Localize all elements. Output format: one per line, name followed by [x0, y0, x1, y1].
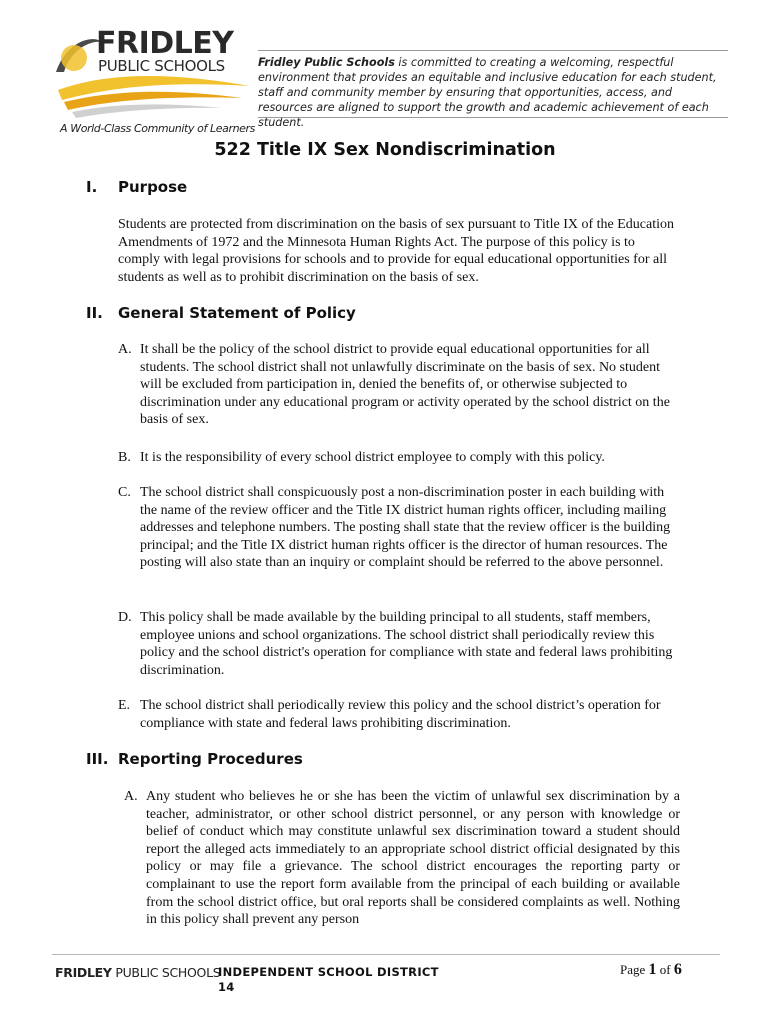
policy-item-b	[118, 449, 678, 467]
page-total: 6	[673, 961, 682, 978]
item-label: E.	[118, 698, 131, 713]
item-text: The school district shall conspicuously post a non-discrimination poster in each building with the name of the review officer and the Title IX district human rights officer, including mailing addresses and telephone numbers. The posting shall state that the review officer is the building principal; and the Title IX district human rights officer is the director of human resources. The posting will also state than an inquiry or complaint should be referred to the above personnel.	[140, 485, 671, 571]
section-heading-purpose	[86, 178, 187, 196]
logo-wordmark: FRIDLEY	[96, 26, 234, 61]
policy-item-c	[118, 484, 678, 572]
item-text: This policy shall be made available by the building principal to all students, staff members, employee unions and school organizations. The school district shall periodically review this policy and the school district's operation for compliance with state and federal laws prohibiting discrimination.	[140, 610, 673, 678]
footer-district-line2: 14	[218, 980, 235, 994]
item-text: It shall be the policy of the school district to provide equal educational opportunities for all students. The school district shall not unlawfully discriminate on the basis of sex. No student will be excluded from participation in, denied the benefits of, or otherwise subjected to discrimination under any educational program or activity operated by the school district on the basis of sex.	[140, 342, 670, 428]
document-title: 522 Title IX Sex Nondiscrimination	[214, 140, 556, 160]
footer-brand	[55, 965, 220, 980]
policy-item-e	[118, 697, 678, 732]
footer-district	[218, 965, 458, 995]
page-word: Page	[620, 962, 649, 977]
mission-divider	[258, 117, 728, 118]
logo-tagline: A World-Class Community of Learners	[60, 122, 256, 135]
item-label: D.	[118, 610, 132, 625]
footer-brand-rest: PUBLIC SCHOOLS	[111, 965, 221, 980]
item-label: B.	[118, 450, 131, 465]
page-current: 1	[648, 961, 657, 978]
section-number: III.	[86, 750, 109, 768]
footer-divider	[52, 954, 720, 955]
mission-org: Fridley Public Schools	[258, 56, 395, 69]
item-text: The school district shall periodically review this policy and the school district’s operation for compliance with state and federal laws prohibiting discrimination.	[140, 698, 661, 731]
section-title: Reporting Procedures	[118, 750, 303, 768]
item-label: A.	[124, 789, 138, 804]
purpose-paragraph: Students are protected from discrimination on the basis of sex pursuant to Title IX of the Education Amendments of 1972 and the Minnesota Human Rights Act. The purpose of this policy is to comply with legal provisions for schools and to provide for equal educational opportunities for all students as well as to prohibit discrimination on the basis of sex.	[118, 217, 675, 285]
item-text: It is the responsibility of every school district employee to comply with this policy.	[140, 450, 605, 465]
item-label: C.	[118, 485, 131, 500]
section-title: General Statement of Policy	[118, 304, 356, 322]
section-title: Purpose	[118, 178, 188, 196]
footer-district-line1: INDEPENDENT SCHOOL DISTRICT	[218, 965, 439, 979]
mission-statement	[258, 50, 728, 129]
page-of: of	[656, 962, 674, 977]
policy-item-a	[118, 341, 678, 429]
reporting-item-a	[124, 788, 680, 929]
section-heading-general-statement	[86, 304, 356, 322]
district-logo	[52, 26, 256, 138]
section-number: II.	[86, 304, 103, 322]
page-number	[620, 961, 682, 979]
section-heading-reporting-procedures	[86, 750, 303, 768]
logo-subtitle: PUBLIC SCHOOLS	[98, 57, 225, 75]
policy-item-d	[118, 609, 678, 679]
mission-text: is committed to creating a welcoming, respectful environment that provides an equitable and inclusive education for each student, staff and community member by ensuring that opportunities, access, and resources are aligned to support the growth and academic achievement of each student.	[258, 56, 717, 129]
section-number: I.	[86, 178, 98, 196]
footer-brand-bold: FRIDLEY	[55, 965, 112, 980]
item-label: A.	[118, 342, 132, 357]
item-text: Any student who believes he or she has been the victim of unlawful sex discrimination by a teacher, administrator, or other school district personnel, or any person with knowledge or belief of conduct which may constitute unlawful sex discrimination toward a student should report the alleged acts immediately to an appropriate school district official designated by this policy or may file a grievance. The school district encourages the reporting party or complainant to use the report form available from the principal of each building or available from the school district office, but oral reports shall be considered complaints as well. Nothing in this policy shall prevent any person	[146, 789, 680, 928]
